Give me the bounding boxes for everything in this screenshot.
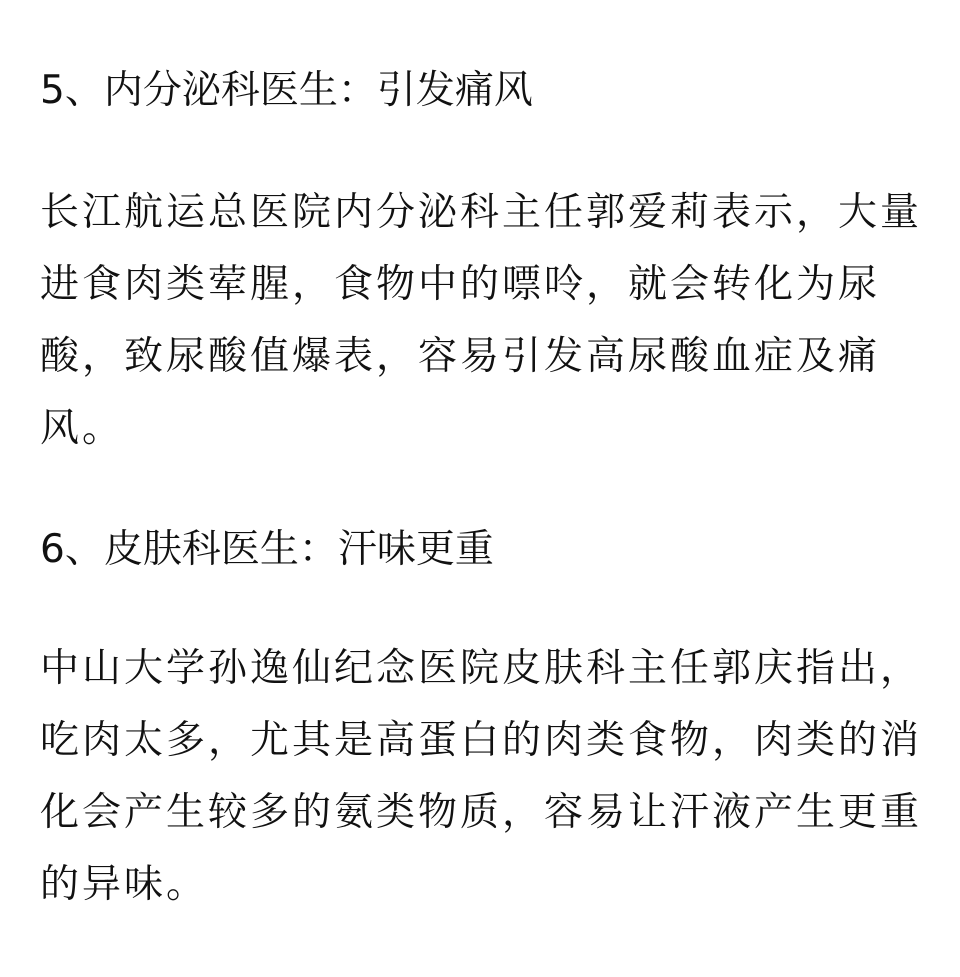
paragraph-line: 吃肉太多，尤其是高蛋白的肉类食物，肉类的消 — [40, 718, 923, 763]
paragraph-line: 化会产生较多的氨类物质，容易让汗液产生更重 — [40, 790, 923, 835]
section-heading-endocrinology: 5、内分泌科医生：引发痛风 — [40, 68, 533, 113]
paragraph-line: 酸，致尿酸值爆表，容易引发高尿酸血症及痛 — [40, 334, 881, 379]
paragraph-line: 的异味。 — [40, 862, 209, 907]
paragraph-line: 长江航运总医院内分泌科主任郭爱莉表示，大量 — [40, 190, 923, 235]
paragraph-line: 风。 — [40, 406, 125, 451]
section-paragraph-endocrinology — [40, 177, 930, 465]
paragraph-line: 中山大学孙逸仙纪念医院皮肤科主任郭庆指出， — [40, 646, 923, 691]
section-heading-dermatology: 6、皮肤科医生：汗味更重 — [40, 527, 494, 572]
section-paragraph-dermatology — [40, 633, 930, 921]
paragraph-line: 进食肉类荤腥，食物中的嘌呤，就会转化为尿 — [40, 262, 881, 307]
